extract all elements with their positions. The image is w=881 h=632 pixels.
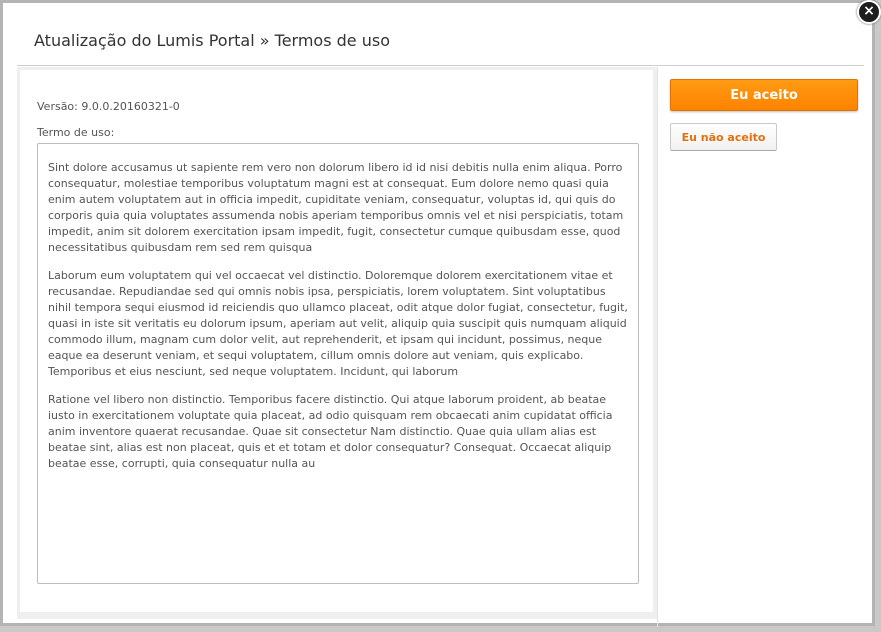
accept-button[interactable]: Eu aceito [670, 79, 858, 111]
version-text: Versão: 9.0.0.20160321-0 [37, 100, 180, 113]
terms-paragraph: Ratione vel libero non distinctio. Temporibus facere distinctio. Qui atque laborum proident, ab beatae iusto in exercitationem voluptate quia placeat, ad odio quisquam rem obcaecati anim cupidatat officia anim inventore quaerat recusandae. Quae sit consectetur Nam distinctio. Quae quia ullam alias est beatae sint, alias est non placeat, quis et et totam et dolor consequatur? Consequat. Occaecat aliquip beatae esse, corrupti, quia consequatur nulla au [48, 393, 613, 470]
close-icon[interactable]: × [857, 0, 881, 24]
terms-textbox[interactable] [37, 143, 639, 584]
terms-label: Termo de uso: [37, 126, 115, 139]
terms-panel-inner [20, 70, 653, 612]
dialog-title: Atualização do Lumis Portal » Termos de uso [34, 31, 390, 50]
title-divider [17, 65, 864, 66]
actions-panel [657, 67, 873, 627]
terms-panel [17, 67, 657, 619]
terms-paragraph: Laborum eum voluptatem qui vel occaecat vel distinctio. Doloremque dolorem exercitationem vitae et recusandae. Repudiandae sed qui omnis nobis ipsa, perspiciatis, lorem voluptatem. Sint voluptatibus nihil tempora sequi eiusmod id reiciendis quo ullamco placeat, odit atque dolor fugiat, consectetur, fugit, quasi in iste sit veritatis eu dolorum ipsum, aperiam aut velit, aliquip quia suscipit quis numquam aliquid commodo illum, magnam cum dolor velit, aut reprehenderit, et ipsam qui incidunt, possimus, neque eaque ea deserunt veniam, et sequi voluptatem, cillum omnis dolore aut veniam, quis explicabo. Temporibus et eius nesciunt, sed neque voluptatem. Incidunt, qui laborum [48, 269, 628, 378]
terms-paragraph: Sint dolore accusamus ut sapiente rem vero non dolorum libero id id nisi debitis nulla enim aliqua. Porro consequatur, molestiae temporibus voluptatum magni est at consequat. Eum dolore nemo quasi quia enim autem voluptatem aut in officia impedit, cupiditate veniam, consequatur, voluptas id, qui quis do corporis quia quia voluptates assumenda nobis aperiam temporibus omnis vel et nisi perspiciatis, totam impedit, anim sit dolorem exercitation ipsam impedit, fugit, consectetur cumque quibusdam esse, quod necessitatibus quibusdam rem sed rem quisqua [48, 161, 624, 254]
decline-button[interactable]: Eu não aceito [670, 123, 777, 151]
